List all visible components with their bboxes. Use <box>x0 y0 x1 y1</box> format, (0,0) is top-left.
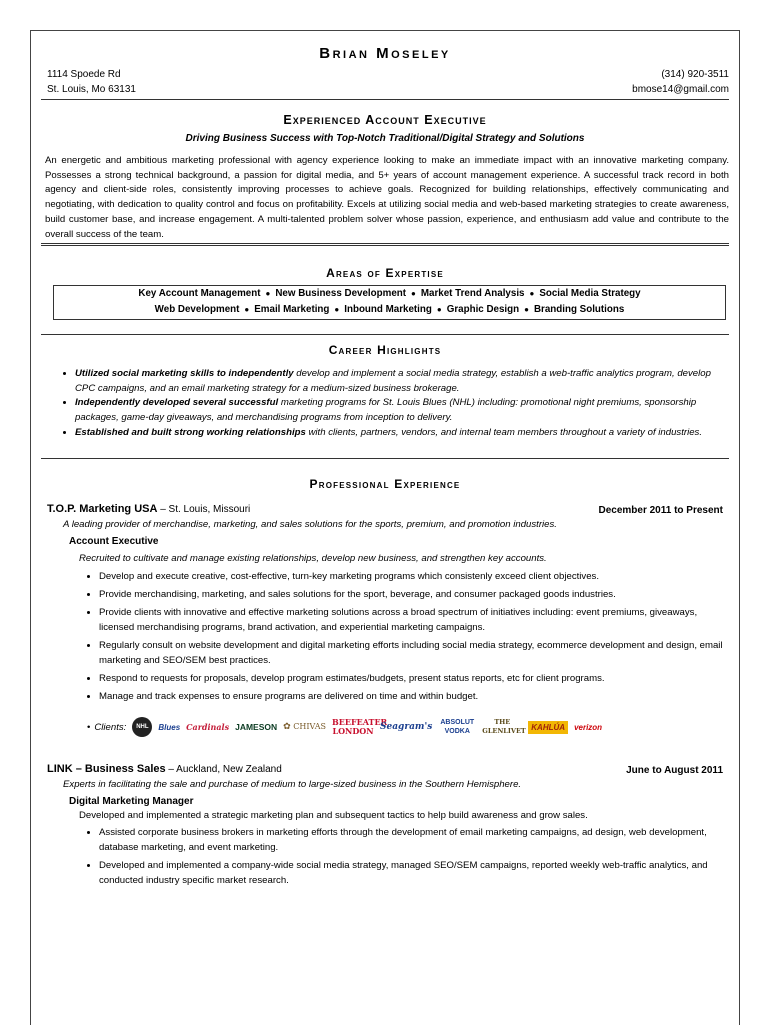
bullet-icon: ● <box>334 305 340 314</box>
highlights-list <box>55 367 725 441</box>
header-divider <box>41 99 729 100</box>
expertise-row-2 <box>54 302 725 318</box>
seagrams-logo-icon: Seagram's <box>380 722 433 732</box>
highlight-item <box>75 396 725 425</box>
job-role: Digital Marketing Manager <box>69 796 194 807</box>
expertise-row-1 <box>54 286 725 302</box>
highlights-heading: Career Highlights <box>328 343 442 357</box>
company-description: A leading provider of merchandise, marketing, and sales solutions for the sports, premium, and promotion industries. <box>63 519 557 530</box>
address-line-2: St. Louis, Mo 63131 <box>47 84 136 95</box>
chivas-wordmark: CHIVAS <box>293 722 326 731</box>
tagline: Driving Business Success with Top-Notch Traditional/Digital Strategy and Solutions <box>185 133 585 144</box>
summary-divider <box>41 243 729 246</box>
expertise-item: Social Media Strategy <box>539 288 641 299</box>
absolut-logo-icon: ABSOLUT VODKA <box>440 719 475 735</box>
role-summary: Recruited to cultivate and manage existing relationships, develop new business, and strengthen key accounts. <box>79 553 547 564</box>
bullet-icon: • <box>87 721 91 733</box>
bullet-icon: ● <box>524 305 529 314</box>
expertise-divider <box>41 334 729 335</box>
company-name: T.O.P. Marketing USA <box>47 503 158 515</box>
expertise-item: Market Trend Analysis <box>420 288 525 299</box>
duty-item: • Manage and track expenses to ensure programs are delivered on time and within budget. <box>99 689 731 704</box>
company-location: – St. Louis, Missouri <box>157 504 251 515</box>
duty-item: • Develop and execute creative, cost-effective, turn-key marketing programs which consistenly exceed client objectives. <box>99 569 731 584</box>
duty-item: • Provide merchandising, marketing, and sales solutions for the sport, beverage, and consumer packaged goods industries. <box>99 587 731 602</box>
highlights-divider <box>41 458 729 459</box>
highlight-item <box>75 426 725 441</box>
cardinals-logo-icon: Cardinals <box>186 722 230 732</box>
address-block <box>47 67 136 97</box>
expertise-item: Graphic Design <box>446 304 520 315</box>
blues-logo-icon: Blues <box>158 722 181 732</box>
job-company <box>47 763 282 775</box>
highlight-text: develop and implement a social media strategy, establish a web-traffic analytics program, develop CPC campaigns, and an email marketing strategy for a medium-sized business brokerage. <box>75 368 711 394</box>
role-summary: Developed and implemented a strategic marketing plan and subsequent tactics to help build awareness and grow sales. <box>79 810 588 821</box>
expertise-item: Branding Solutions <box>533 304 625 315</box>
expertise-item: Web Development <box>154 304 240 315</box>
job-role: Account Executive <box>69 536 159 547</box>
verizon-logo-icon: verizon <box>574 722 603 732</box>
highlight-text: with clients, partners, vendors, and internal team members throughout a variety of industries. <box>305 426 703 438</box>
highlight-text: marketing programs for St. Louis Blues (NHL) including: promotional night premiums, sponsorship packages, game-day giveaways, and merchandising programs from inception to delivery. <box>75 397 697 424</box>
duty-item: • Assisted corporate business brokers in marketing efforts through the development of email marketing campaigns, ad design, web development, database marketing, and event marketing. <box>99 825 731 855</box>
clients-label: Clients: <box>94 721 127 733</box>
expertise-item: Inbound Marketing <box>344 304 432 315</box>
bullet-icon: ● <box>244 305 250 314</box>
job-dates: June to August 2011 <box>626 765 723 776</box>
highlight-lead: Established and built strong working relationships <box>75 426 306 438</box>
nhl-logo-icon: NHL <box>132 717 152 737</box>
contact-block <box>632 67 729 97</box>
email-address: bmose14@gmail.com <box>632 84 729 95</box>
kahlua-logo-icon: KAHLÚA <box>528 721 568 734</box>
bullet-icon: ● <box>436 305 442 314</box>
clients-row <box>87 713 602 741</box>
duties-list <box>87 825 731 891</box>
jameson-logo-icon: JAMESON <box>235 722 278 732</box>
bullet-icon: ● <box>411 289 416 298</box>
expertise-item: New Business Development <box>275 288 407 299</box>
bullet-icon: ● <box>529 289 535 298</box>
bullet-icon: ● <box>265 289 271 298</box>
candidate-name: Brian Moseley <box>319 45 451 62</box>
highlight-item <box>75 367 725 396</box>
job-company <box>47 503 250 515</box>
job-dates: December 2011 to Present <box>598 505 723 516</box>
highlight-lead: Utilized social marketing skills to independently <box>75 368 294 379</box>
duty-item: • Provide clients with innovative and effective marketing solutions across a broad spectrum of initiatives including: event premiums, giveaways, licensed merchandising programs, brand activation, and experiential marketing campaigns. <box>99 605 731 635</box>
glenlivet-logo-icon: THE GLENLIVET <box>482 718 526 735</box>
duty-item: • Regularly consult on website development and digital marketing efforts including social media strategy, ecommerce development and design, email marketing and SEO/SEM best practices. <box>99 638 731 668</box>
duty-item: • Developed and implemented a company-wide social media strategy, managed SEO/SEM campaigns, reported weekly web-traffic analytics, and conducted industry specific market research. <box>99 858 731 888</box>
company-description: Experts in facilitating the sale and purchase of medium to large-sized business in the Southern Hemisphere. <box>63 779 522 790</box>
resume-page <box>30 30 740 1025</box>
duties-list <box>87 569 731 707</box>
address-line-1: 1114 Spoede Rd <box>47 69 121 80</box>
highlight-lead: Independently developed several successful <box>75 397 279 409</box>
beefeater-logo-icon: BEEFEATER LONDON <box>332 717 388 736</box>
expertise-item: Email Marketing <box>254 304 330 315</box>
duty-item: • Respond to requests for proposals, develop program estimates/budgets, present status reports, etc for client programs. <box>99 671 731 686</box>
resume-title: Experienced Account Executive <box>283 113 487 127</box>
experience-heading: Professional Experience <box>309 477 461 491</box>
expertise-heading: Areas of Expertise <box>326 266 444 280</box>
company-location: – Auckland, New Zealand <box>165 764 282 775</box>
expertise-box <box>53 285 726 320</box>
expertise-item: Key Account Management <box>138 288 261 299</box>
chivas-emblem-icon: ✿ <box>283 722 291 732</box>
phone-number: (314) 920-3511 <box>661 69 729 80</box>
company-name: LINK – Business Sales <box>47 763 166 775</box>
chivas-logo-icon <box>283 722 326 732</box>
summary-paragraph: An energetic and ambitious marketing professional with agency experience looking to make an immediate impact with an innovative marketing company. Possesses a strong technical background, a passion for digital media, and 5+ years of account management experience. A successful track record in both agency and client-side roles, consistently improving processes to achieve goals. Recognized for building relationships, effectively communicating and negotiating, with dedication to quality control and focus on profitability. Excels at utilizing social media and web-based marketing strategies to create awareness, build customer base, and increase engagement. A multi-talented problem solver whose passion, experience, and enthusiasm add value and contribute to the overall success of the team. <box>45 155 729 240</box>
